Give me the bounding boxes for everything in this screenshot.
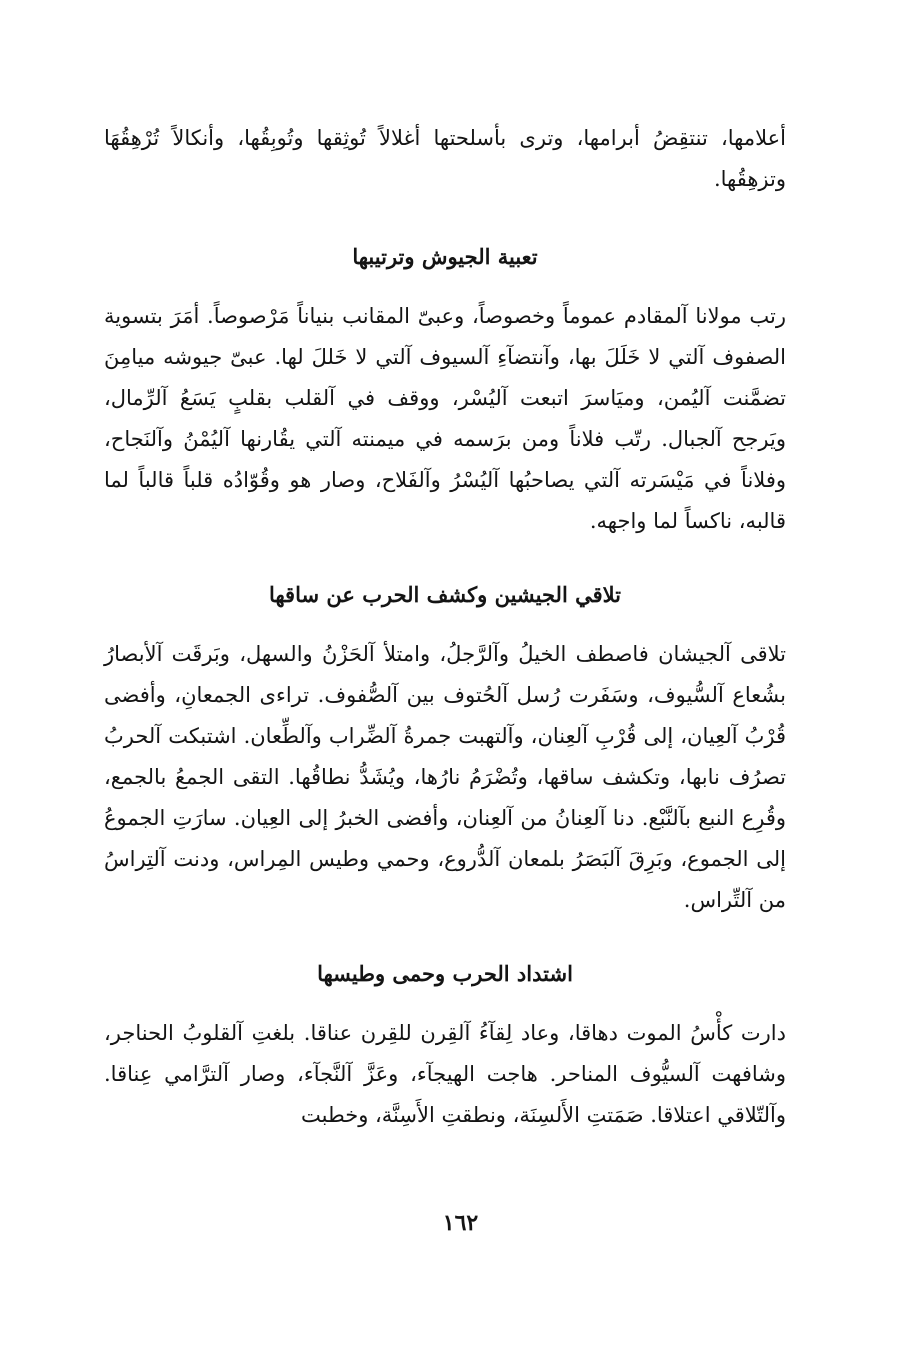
- page-number: ١٦٢: [442, 1210, 479, 1236]
- section-body: دارت كأْسُ الموت دهاقا، وعاد لِقآءُ آلقِرن للقِرن عناقا. بلغتِ آلقلوبُ الحناجر، وشافهت آلسيُّوف المناحر. هاجت الهيجآء، وعَزَّ آلنَّجآء، وصار آلترَّامي عِناقا. وآلتّلاقي اعتلاقا. صَمَتتِ الأَلسِنَة، ونطقتِ الأَسِنَّة، وخطبت: [104, 1021, 786, 1127]
- section-body: رتب مولانا آلمقادم عموماً وخصوصاً، وعبىّ المقانب بنياناً مَرْصوصاً. أمَرَ بتسوية الصفوف آلتي لا خَلَلَ بها، وآنتضآءِ آلسيوف آلتي لا خَللَ لها. عبىّ جيوشه ميامِنَ تضمَّنت آليُمن، وميَاسرَ اتبعت آليُسْر، ووقف في آلقلب بقلبٍ يَسَعُ آلرِّمال، ويَرجح آلجبال. رتّب فلاناً ومن برَسمه في ميمنته آلتي يقُارنها آليُمْنُ وآلنَجاح، وفلاناً في مَيْسَرته آلتي يصاحبُها آليُسْرُ وآلفَلاح، وصار هو وقُوّادُه قلباً قالباً لما قالبه، ناكساً لما واجهه.: [104, 304, 786, 533]
- section-army-arrangement: [104, 242, 786, 542]
- opening-paragraph: أعلامها، تنتقِضُ أبرامها، وترى بأسلحتها أغلالاً تُوثِقها وتُوبِقُها، وأنكالاً تُرْهِقُهَا وتزهِقُها.: [104, 126, 786, 191]
- section-heading: تعبية الجيوش وترتيبها: [352, 244, 538, 269]
- section-heading: اشتداد الحرب وحمى وطيسها: [317, 961, 573, 986]
- section-war-intensifying: [104, 959, 786, 1136]
- section-heading: تلاقي الجيشين وكشف الحرب عن ساقها: [268, 582, 622, 607]
- section-body: تلاقى آلجيشان فاصطف الخيلُ وآلرَّجلُ، وامتلأ آلحَزْنُ والسهل، وبَرقَت آلأبصارُ بشُعاع آلسُّيوف، وسَفَرت رُسل آلحُتوف بين آلصُّفوف. تراءى الجمعانِ، وأفضى قُرْبُ آلعِيان، إلى قُرْبِ آلعِنان، وآلتهبت جمرةُ آلضِّراب وآلطِّعان. اشتبكت آلحربُ تصرُف نابها، وتكشف ساقها، وتُضْرَمُ نارُها، ويُشَدُّ نطاقُها. التقى الجمعُ بالجمع، وقُرِع النبع بآلنَّبْع. دنا آلعِنانُ من آلعِنان، وأفضى الخبرُ إلى العِيان. سارَتِ الجموعُ إلى الجموع، وبَرِقَ آلبَصَرُ بلمعان آلدُّروع، وحمي وطيس المِراس، ودنت آلتِراسُ من آلتِّراس.: [104, 642, 786, 912]
- page-content: [104, 118, 786, 1174]
- section-armies-meeting: [104, 580, 786, 921]
